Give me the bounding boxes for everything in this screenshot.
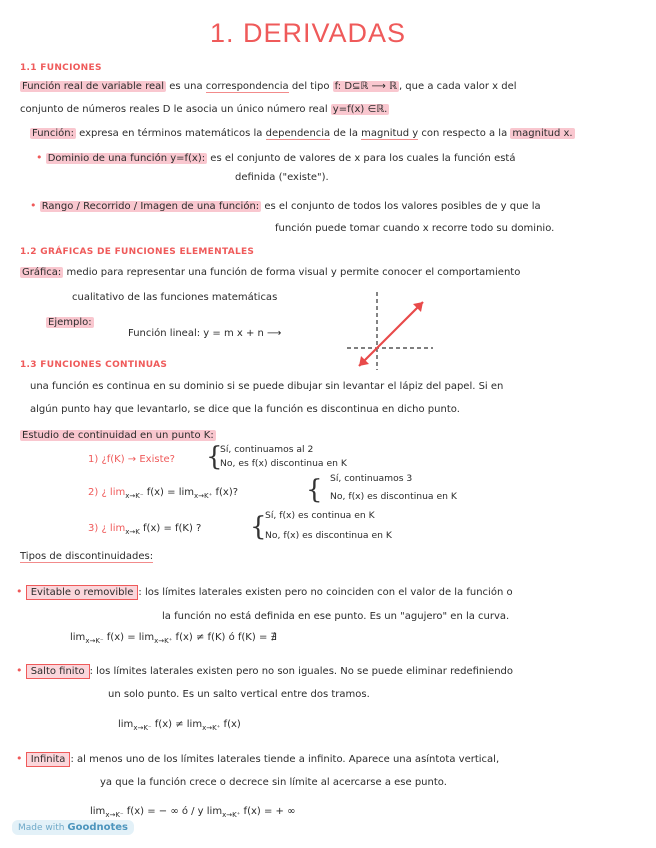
section-heading-1-1: 1.1 FUNCIONES — [20, 63, 102, 73]
linear-function-label — [128, 327, 281, 340]
text: f(x) = − ∞ ó / y lim — [123, 806, 223, 817]
text: lim — [70, 632, 86, 643]
highlight-term: Función real de variable real — [22, 81, 165, 92]
removable-formula — [70, 631, 277, 648]
text: del tipo — [288, 81, 333, 92]
infinite-discontinuity-line-2: ya que la función crece o decrece sin límite al acercarse a ese punto. — [100, 777, 447, 788]
text: lim — [118, 719, 134, 730]
linear-function-graph — [345, 290, 435, 375]
step-2-no: No, f(x) es discontinua en K — [330, 491, 457, 502]
text: es una — [166, 81, 206, 92]
highlight-term: Gráfica: — [22, 267, 62, 278]
step-2-yes: Sí, continuamos 3 — [330, 473, 413, 484]
step-3-question — [88, 522, 201, 539]
highlight-term: magnitud x. — [512, 128, 573, 139]
definition-line-1 — [20, 80, 517, 93]
bullet-icon: • — [30, 199, 37, 212]
text: conjunto de números reales D le asocia un único número real — [20, 104, 331, 115]
step-3-yes: Sí, f(x) es continua en K — [265, 510, 375, 521]
step-2-question — [88, 486, 238, 503]
continuity-paragraph-line-2: algún punto hay que levantarlo, se dice que la función es discontinua en dicho punto. — [30, 404, 460, 415]
text: f(x)? — [212, 487, 239, 498]
subscript: x→K⁻ — [85, 637, 104, 645]
text: de la — [330, 128, 362, 139]
text: f(x) = lim — [103, 632, 155, 643]
jump-discontinuity — [16, 664, 513, 678]
step-1-no: No, es f(x) discontinua en K — [220, 458, 347, 469]
bullet-icon: • — [16, 585, 23, 598]
example-label — [46, 316, 94, 329]
range-definition-line-2: función puede tomar cuando x recorre todo su dominio. — [275, 223, 555, 234]
highlight-formula: y=f(x) ∈ℝ. — [332, 104, 388, 115]
watermark-prefix: Made with — [18, 823, 65, 833]
continuity-study-heading — [20, 429, 216, 442]
watermark-brand: Goodnotes — [67, 822, 128, 833]
text: : los límites laterales existen pero no coinciden con el valor de la función o — [138, 587, 513, 598]
text: medio para representar una función de forma visual y permite conocer el comportamiento — [63, 267, 521, 278]
underlined-term: dependencia — [265, 128, 331, 139]
text: Función lineal: y = m x + n ⟶ — [128, 328, 282, 339]
removable-discontinuity-line-2: la función no está definida en ese punto. Es un "agujero" en la curva. — [162, 611, 510, 622]
discontinuity-types-heading — [20, 550, 153, 563]
boxed-term: Salto finito — [26, 664, 90, 679]
highlight-term: Ejemplo: — [48, 317, 92, 328]
range-definition — [30, 199, 541, 213]
graph-definition — [20, 266, 520, 279]
graph-definition-line-2: cualitativo de las funciones matemáticas — [72, 292, 278, 303]
page-title: 1. DERIVADAS — [210, 18, 407, 48]
infinite-discontinuity — [16, 752, 499, 766]
highlight-term: Función: — [32, 128, 74, 139]
text: con respecto a la — [418, 128, 511, 139]
step-1-question — [88, 453, 175, 466]
function-definition — [30, 127, 575, 140]
text: es el conjunto de valores de x para los cuales la función está — [207, 153, 516, 164]
bullet-icon: • — [16, 664, 23, 677]
underlined-term: magnitud y — [361, 128, 419, 139]
step-3-no: No, f(x) es discontinua en K — [265, 530, 392, 541]
subscript: x→K⁻ — [125, 492, 144, 500]
domain-definition-line-2: definida ("existe"). — [235, 172, 329, 183]
text: : los límites laterales existen pero no son iguales. No se puede eliminar redefiniendo — [89, 666, 513, 677]
continuity-paragraph-line-1: una función es continua en su dominio si se puede dibujar sin levantar el lápiz del papel. Si en — [30, 381, 504, 392]
boxed-term: Infinita — [26, 752, 71, 767]
bullet-icon: • — [36, 151, 43, 164]
text: f(x) = + ∞ — [240, 806, 296, 817]
text: lim — [90, 806, 106, 817]
boxed-term: Evitable o removible — [26, 585, 139, 600]
jump-formula — [118, 718, 241, 735]
highlight-term: Rango / Recorrido / Imagen de una función: — [41, 201, 260, 212]
subscript: x→K⁺ — [222, 811, 241, 819]
subscript: x→K⁺ — [154, 637, 173, 645]
text: f(x) — [220, 719, 241, 730]
subscript: x→K⁺ — [202, 724, 221, 732]
text: f(x) ≠ f(K) ó f(K) = ∄ — [172, 632, 277, 643]
brace-icon: { — [250, 512, 267, 542]
subscript: x→K⁺ — [194, 492, 213, 500]
text: f(x) ≠ lim — [151, 719, 203, 730]
highlight-term: Dominio de una función y=f(x): — [47, 153, 206, 164]
text: 2) ¿ lim — [88, 487, 126, 498]
subscript: x→K⁻ — [133, 724, 152, 732]
text: 3) ¿ lim — [88, 523, 126, 534]
removable-discontinuity — [16, 585, 513, 599]
definition-line-2 — [20, 103, 389, 116]
text: , que a cada valor x del — [398, 81, 517, 92]
goodnotes-watermark — [12, 820, 134, 835]
text: : al menos uno de los límites laterales tiende a infinito. Aparece una asíntota vertical, — [70, 754, 500, 765]
bullet-icon: • — [16, 752, 23, 765]
subscript: x→K⁻ — [105, 811, 124, 819]
section-heading-1-3: 1.3 FUNCIONES CONTINUAS — [20, 360, 168, 370]
underlined-term: Tipos de discontinuidades: — [20, 551, 154, 562]
text: f(x) = lim — [143, 487, 194, 498]
brace-icon: { — [306, 475, 323, 505]
underlined-term: correspondencia — [205, 81, 289, 92]
text: es el conjunto de todos los valores posibles de y que la — [261, 201, 541, 212]
step-1-yes: Sí, continuamos al 2 — [220, 444, 314, 455]
mapping-notation: f: D⊆ℝ ⟶ ℝ — [334, 81, 397, 92]
highlight-term: Estudio de continuidad en un punto K: — [22, 430, 214, 441]
section-heading-1-2: 1.2 GRÁFICAS DE FUNCIONES ELEMENTALES — [20, 247, 255, 257]
brace-icon: { — [206, 442, 223, 472]
text: expresa en términos matemáticos la — [75, 128, 266, 139]
text: 1) ¿f(K) → Existe? — [88, 454, 175, 465]
domain-definition — [36, 151, 515, 165]
jump-discontinuity-line-2: un solo punto. Es un salto vertical entre dos tramos. — [108, 689, 370, 700]
subscript: x→K — [125, 528, 140, 536]
text: f(x) = f(K) ? — [139, 523, 202, 534]
function-line — [359, 302, 423, 366]
